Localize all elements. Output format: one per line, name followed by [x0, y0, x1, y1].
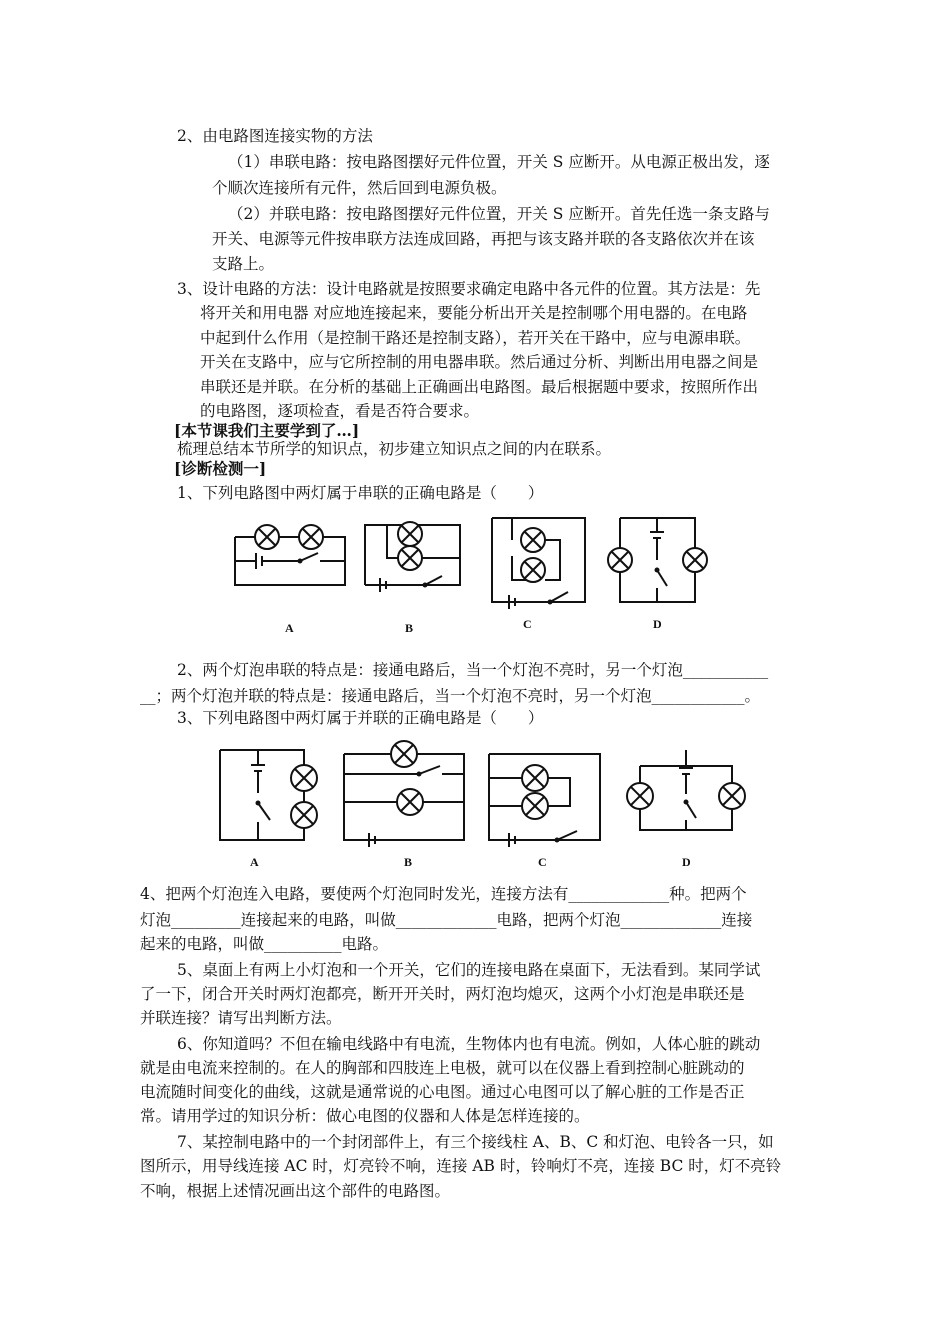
fig2-label-a: A	[250, 855, 259, 869]
parallel-method-line2: 开关、电源等元件按串联方法连成回路，再把与该支路并联的各支路依次并在该	[212, 230, 755, 248]
question-5-line1: 5、桌面上有两上小灯泡和一个开关，它们的连接电路在桌面下，无法看到。某同学试	[177, 961, 761, 979]
question-2-line1: 2、两个灯泡串联的特点是：接通电路后，当一个灯泡不亮时，另一个灯泡___________	[177, 661, 769, 679]
question-4-line1: 4、把两个灯泡连入电路，要使两个灯泡同时发光，连接方法有_____________种。把两个	[140, 885, 747, 903]
parallel-method-line1: （2）并联电路：按电路图摆好元件位置，开关 S 应断开。首先任选一条支路与	[228, 205, 770, 223]
figure-1-circuits	[220, 510, 950, 640]
fig2-label-b: B	[404, 855, 413, 869]
circuit-1d	[608, 518, 707, 631]
circuit-2a	[220, 750, 317, 869]
question-5-line3: 并联连接？请写出判断方法。	[140, 1009, 342, 1027]
design-method-line1: 3、设计电路的方法：设计电路就是按照要求确定电路中各元件的位置。其方法是：先	[177, 280, 761, 298]
question-2-line2: __；两个灯泡并联的特点是：接通电路后，当一个灯泡不亮时，另一个灯泡____________。	[140, 687, 761, 705]
design-method-line6: 的电路图，逐项检查，看是否符合要求。	[200, 402, 480, 420]
summary-heading: [本节课我们主要学到了…]	[174, 421, 360, 440]
circuit-2c	[489, 754, 600, 869]
method-2-title: 2、由电路图连接实物的方法	[177, 127, 373, 145]
question-7-line1: 7、某控制电路中的一个封闭部件上，有三个接线柱 A、B、C 和灯泡、电铃各一只，如	[177, 1133, 774, 1151]
series-method-line2: 个顺次连接所有元件，然后回到电源负极。	[212, 179, 507, 197]
fig1-label-a: A	[285, 621, 294, 635]
question-5-line2: 了一下，闭合开关时两灯泡都亮，断开开关时，两灯泡均熄灭，这两个小灯泡是串联还是	[140, 985, 745, 1003]
question-3: 3、下列电路图中两灯属于并联的正确电路是（ ）	[177, 709, 544, 727]
fig1-label-d: D	[653, 617, 662, 631]
circuit-2b	[344, 741, 464, 869]
diagnostic-heading: [诊断检测一]	[174, 459, 267, 478]
series-method-line1: （1）串联电路：按电路图摆好元件位置，开关 S 应断开。从电源正极出发，逐	[228, 153, 770, 171]
question-7-line3: 不响，根据上述情况画出这个部件的电路图。	[140, 1182, 451, 1200]
question-6-line2: 就是由电流来控制的。在人的胸部和四肢连上电极，就可以在仪器上看到控制心脏跳动的	[140, 1059, 745, 1077]
fig1-label-c: C	[523, 617, 532, 631]
question-7-line2: 图所示，用导线连接 AC 时，灯亮铃不响，连接 AB 时，铃响灯不亮，连接 BC 时，灯不亮铃	[140, 1157, 782, 1175]
circuit-1a	[235, 525, 345, 635]
fig2-label-d: D	[682, 855, 691, 869]
figure-2-circuits	[212, 738, 772, 873]
parallel-method-line3: 支路上。	[212, 255, 275, 273]
question-6-line4: 常。请用学过的知识分析：做心电图的仪器和人体是怎样连接的。	[140, 1107, 590, 1125]
design-method-line4: 开关在支路中，应与它所控制的用电器串联。然后通过分析、判断出用电器之间是	[200, 353, 759, 371]
circuit-1c	[492, 518, 585, 631]
summary-text: 梳理总结本节所学的知识点，初步建立知识点之间的内在联系。	[177, 440, 612, 458]
question-6-line3: 电流随时间变化的曲线，这就是通常说的心电图。通过心电图可以了解心脏的工作是否正	[140, 1083, 745, 1101]
fig2-label-c: C	[538, 855, 547, 869]
question-1: 1、下列电路图中两灯属于串联的正确电路是（ ）	[177, 484, 544, 502]
question-6-line1: 6、你知道吗？不但在输电线路中有电流，生物体内也有电流。例如，人体心脏的跳动	[177, 1035, 761, 1053]
design-method-line5: 串联还是并联。在分析的基础上正确画出电路图。最后根据题中要求，按照所作出	[200, 378, 759, 396]
design-method-line3: 中起到什么作用（是控制干路还是控制支路），若开关在干路中，应与电源串联。	[200, 329, 751, 347]
question-4-line2: 灯泡_________连接起来的电路，叫做_____________电路，把两个灯泡_____________连接	[140, 911, 753, 929]
circuit-1b	[365, 522, 460, 635]
design-method-line2: 将开关和用电器 对应地连接起来，要能分析出开关是控制哪个用电器的。在电路	[200, 304, 748, 322]
circuit-2d	[627, 750, 745, 869]
fig1-label-b: B	[405, 621, 414, 635]
question-4-line3: 起来的电路，叫做__________电路。	[140, 935, 389, 953]
